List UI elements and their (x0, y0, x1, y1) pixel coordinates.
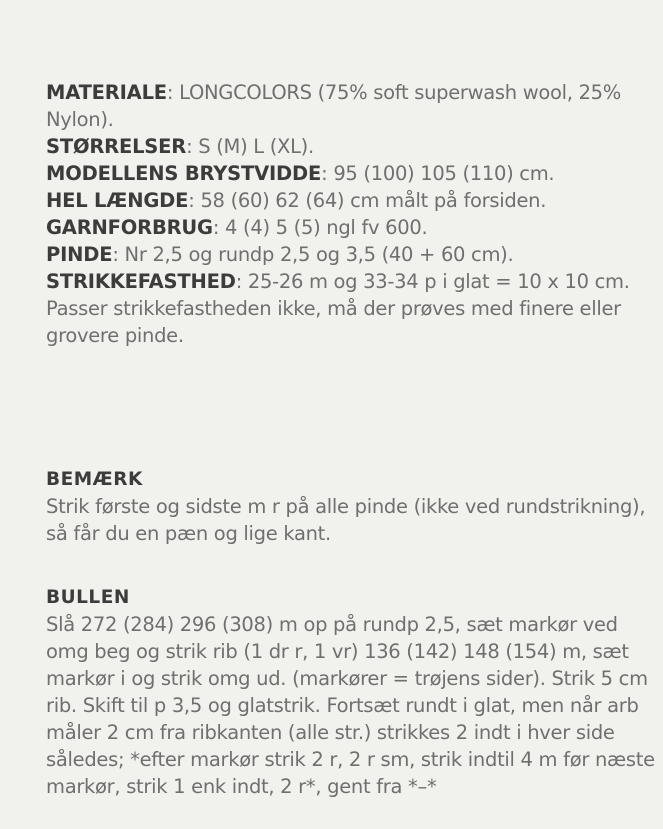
section-heading: BEMÆRK (46, 469, 143, 490)
section-text: Strik første og sidste m r på alle pinde (ikke ved rundstrikning), så får du en pæn og lige kant. (46, 495, 646, 545)
spec-brystvidde: MODELLENS BRYSTVIDDE: 95 (100) 105 (110) cm. (46, 162, 555, 185)
specifications-section (46, 79, 656, 349)
section-heading: BULLEN (46, 587, 130, 608)
spec-value: 95 (100) 105 (110) cm. (333, 162, 555, 185)
spec-label: HEL LÆNGDE (46, 189, 189, 212)
spec-value: 25-26 m og 33-34 p i glat = 10 x 10 cm. (247, 270, 630, 293)
spec-value: S (M) L (XL). (198, 135, 314, 158)
spec-label: GARNFORBRUG (46, 216, 213, 239)
spec-materiale: MATERIALE: LONGCOLORS (75% soft superwash wool, 25% Nylon). (46, 81, 622, 131)
spec-garnforbrug: GARNFORBRUG: 4 (4) 5 (5) ngl fv 600. (46, 216, 428, 239)
spec-pinde: PINDE: Nr 2,5 og rundp 2,5 og 3,5 (40 + 60 cm). (46, 243, 514, 266)
spec-value: 4 (4) 5 (5) ngl fv 600. (225, 216, 428, 239)
bullen-section (46, 584, 656, 800)
spec-laengde: HEL LÆNGDE: 58 (60) 62 (64) cm målt på forsiden. (46, 189, 547, 212)
spec-value: LONGCOLORS (75% soft superwash wool, 25% Nylon). (46, 81, 622, 131)
section-text: Slå 272 (284) 296 (308) m op på rundp 2,5, sæt markør ved omg beg og strik rib (1 dr r, 1 vr) 136 (142) 148 (154) m, sæt markør i og strik omg ud. (markører = trøjens sider). Strik 5 cm rib. Skift til p 3,5 og glatstrik. Fortsæt rundt i glat, men når arb måler 2 cm fra ribkanten (alle str.) strikkes 2 indt i hver side således; *efter markør strik 2 r, 2 r sm, strik indtil 4 m før næste markør, strik 1 enk indt, 2 r*, gent fra *–* (46, 613, 655, 798)
bemaerk-section (46, 466, 656, 547)
spec-label: STRIKKEFASTHED (46, 270, 236, 293)
spec-strikkefasthed: STRIKKEFASTHED: 25-26 m og 33-34 p i glat = 10 x 10 cm. (46, 270, 630, 293)
spec-stoerrelser: STØRRELSER: S (M) L (XL). (46, 135, 314, 158)
spec-label: STØRRELSER (46, 135, 187, 158)
spec-label: PINDE (46, 243, 113, 266)
spec-value: Nr 2,5 og rundp 2,5 og 3,5 (40 + 60 cm). (124, 243, 514, 266)
spec-value: 58 (60) 62 (64) cm målt på forsiden. (200, 189, 547, 212)
spec-label: MATERIALE (46, 81, 167, 104)
gauge-note: Passer strikkefastheden ikke, må der prøves med finere eller grovere pinde. (46, 297, 621, 347)
spec-label: MODELLENS BRYSTVIDDE (46, 162, 322, 185)
